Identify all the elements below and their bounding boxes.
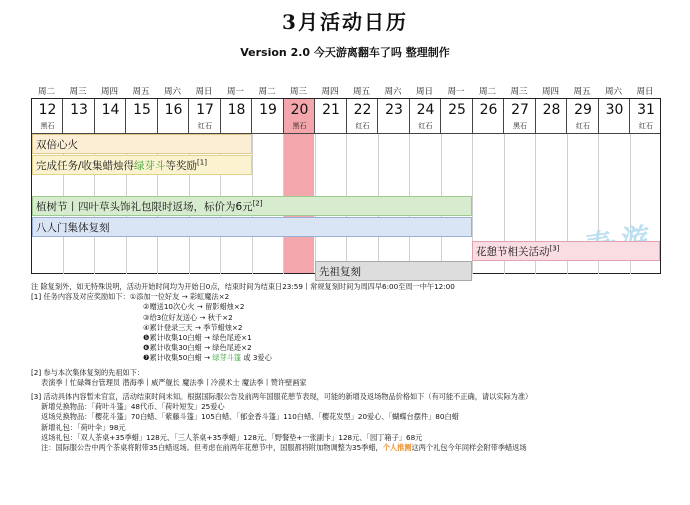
weekday-label: 周三 xyxy=(510,87,528,97)
day-tag: 红石 xyxy=(418,122,433,130)
event-flower-festival xyxy=(472,241,660,261)
day-cell xyxy=(158,99,189,133)
note-line: ❺累计收集10白蜡 → 绿色尾迹×1 xyxy=(143,333,252,343)
day-cell xyxy=(253,99,284,133)
footnote-ref-1: [1] xyxy=(197,158,207,167)
day-cell xyxy=(473,99,504,133)
day-number: 25 xyxy=(448,102,466,118)
day-number: 16 xyxy=(164,102,183,118)
day-cell xyxy=(442,99,473,133)
event-ancestor-rerun xyxy=(315,261,472,281)
weekday-label: 周一 xyxy=(447,87,465,97)
day-cell xyxy=(599,99,630,133)
weekday-label: 周日 xyxy=(415,87,433,97)
day-number: 18 xyxy=(227,102,246,118)
day-tag: 红石 xyxy=(198,122,212,130)
day-tag: 黑石 xyxy=(40,122,55,130)
day-cell xyxy=(568,99,599,133)
event-label-pre: 完成任务/收集蜡烛得 xyxy=(36,160,135,172)
event-label: 花憩节相关活动 xyxy=(476,246,550,258)
day-cell xyxy=(32,99,63,133)
day-cell xyxy=(536,99,567,133)
day-cell xyxy=(347,99,378,133)
note-line: ③给3位好友送心 → 秋千×2 xyxy=(143,312,233,322)
event-double-heartfire xyxy=(32,134,252,154)
note-line: [3] 活动具体内容暂未官宣，活动结束时间未知。根据国际服公告及前两年国服花憩节表现，可能的新增及返场物品价格如下（有可能不正确，请以实际为准） xyxy=(31,392,533,402)
weekday-label: 周日 xyxy=(195,87,213,97)
weekday-label: 周五 xyxy=(352,87,370,97)
day-number: 23 xyxy=(385,102,403,118)
event-label-post: 等奖励 xyxy=(165,160,198,172)
footnote-ref-3: [3] xyxy=(549,244,560,253)
day-cell xyxy=(95,99,126,133)
page-title: 3月活动日历 xyxy=(282,10,408,34)
day-cell xyxy=(410,99,441,133)
weekday-label: 周四 xyxy=(100,87,118,97)
weekday-label: 周六 xyxy=(384,87,402,97)
note-text: 这两个礼包今年同样会附带季蜡返场 xyxy=(411,443,527,453)
note-text-orange: 个人推测 xyxy=(382,443,412,453)
day-number: 24 xyxy=(416,102,435,118)
day-number: 17 xyxy=(196,102,214,118)
event-label: 双倍心火 xyxy=(36,139,78,151)
weekday-label: 周四 xyxy=(321,87,339,97)
page-subtitle: Version 2.0 今天游离翻车了吗 整理制作 xyxy=(240,46,450,59)
note-line: [2] 参与本次集体复刻的先祖如下： xyxy=(31,367,145,377)
weekday-label: 周二 xyxy=(478,87,496,97)
day-number: 12 xyxy=(38,102,57,118)
calendar-grid xyxy=(31,98,661,278)
day-cell xyxy=(631,99,662,133)
note-line: ②赠送10次心火 → 留影蜡烛×2 xyxy=(143,302,245,312)
note-line: 返场礼包：「双人茶桌+35季蜡」128元、「三人茶桌+35季蜡」128元、「野餐垫+一张副卡」128元、「园丁箱子」68元 xyxy=(41,432,423,442)
day-number: 19 xyxy=(259,102,277,118)
day-number: 30 xyxy=(605,102,624,118)
day-tag: 红石 xyxy=(639,122,653,130)
weekday-label: 周三 xyxy=(69,87,87,97)
event-task-rewards xyxy=(32,155,252,175)
event-label-green: 绿芽斗 xyxy=(134,160,166,172)
day-number: 13 xyxy=(70,102,88,118)
note-line: 新增礼包：「荷叶伞」98元 xyxy=(41,422,126,432)
weekday-label: 周三 xyxy=(289,87,307,97)
day-cell xyxy=(379,99,410,133)
day-cell xyxy=(64,99,95,133)
day-cell xyxy=(316,99,347,133)
note-line: 返场兑换物品：「樱花斗篷」70白蜡、「紫藤斗篷」105白蜡、「郁金香斗篷」110白蜡、「樱花发型」20爱心、「蝴蝶台摆件」80白蜡 xyxy=(41,412,459,422)
day-number: 22 xyxy=(353,102,372,118)
weekday-label: 周日 xyxy=(636,87,654,97)
day-tag: 黑石 xyxy=(292,122,307,130)
weekday-label: 周一 xyxy=(226,87,244,97)
event-label: 植树节丨四叶草头饰礼包限时返场，标价为6元 xyxy=(36,201,253,213)
note-text: 或 3爱心 xyxy=(241,353,272,363)
note-line: ④累计登录三天 → 季节蜡烛×2 xyxy=(143,322,243,332)
day-cell xyxy=(284,99,315,133)
footnote-ref-2: [2] xyxy=(252,199,263,208)
weekday-label: 周五 xyxy=(573,87,591,97)
notes-section xyxy=(31,282,671,453)
day-number: 20 xyxy=(290,102,309,118)
day-number: 14 xyxy=(101,102,120,118)
note-line: [1] 任务内容及对应奖励如下：①添加一位好友 → 彩虹魔法×2 xyxy=(31,292,230,302)
day-number: 29 xyxy=(574,102,592,118)
day-number: 21 xyxy=(322,102,340,118)
note-line xyxy=(31,353,671,363)
weekday-label: 周二 xyxy=(37,87,55,97)
day-number: 26 xyxy=(479,102,498,118)
event-label: 八人门集体复刻 xyxy=(36,222,110,234)
note-line: ❻累计收集30白蜡 → 绿色尾迹×2 xyxy=(143,343,252,353)
day-number: 27 xyxy=(511,102,529,118)
day-number: 28 xyxy=(542,102,561,118)
note-text: ❼累计收集50白蜡 → xyxy=(143,353,213,363)
weekday-label: 周五 xyxy=(132,87,150,97)
day-number: 31 xyxy=(637,102,655,118)
day-cell xyxy=(190,99,221,133)
day-cell xyxy=(221,99,252,133)
weekday-label: 周二 xyxy=(258,87,276,97)
day-tag: 黑石 xyxy=(513,122,527,130)
event-label: 先祖复刻 xyxy=(319,266,361,278)
weekday-label: 周四 xyxy=(541,87,559,97)
day-number: 15 xyxy=(133,102,151,118)
weekday-label: 周六 xyxy=(604,87,622,97)
event-group-rerun xyxy=(32,217,472,237)
note-line: 注 除复刻外，如无特殊说明，活动开始时间均为开始日0点，结束时间为结束日23:59丨常规复刻时间为周四早6:00至周一中午12:00 xyxy=(31,282,455,291)
note-line: 表演季丨忙碌舞台管理员 潜海季丨威严舰长 魔法季丨冷漠术士 魔法季丨赞许壁画家 xyxy=(41,377,307,387)
note-text-green: 绿芽斗篷 xyxy=(212,353,242,363)
day-cell xyxy=(505,99,536,133)
note-line: 新增兑换物品：「荷叶斗篷」48代币、「荷叶短发」25爱心 xyxy=(41,402,225,412)
note-text: 注：国际服公告中两个茶桌将附带35白蜡返场。但考虑在前两年花憩节中，国服都将附加物调整为35季蜡， xyxy=(41,443,383,453)
event-arbor-day xyxy=(32,196,472,216)
day-tag: 红石 xyxy=(576,122,590,130)
day-cell xyxy=(127,99,158,133)
day-tag: 红石 xyxy=(355,122,370,130)
event-calendar xyxy=(31,86,661,278)
note-line xyxy=(31,443,671,453)
weekday-label: 周六 xyxy=(163,87,181,97)
